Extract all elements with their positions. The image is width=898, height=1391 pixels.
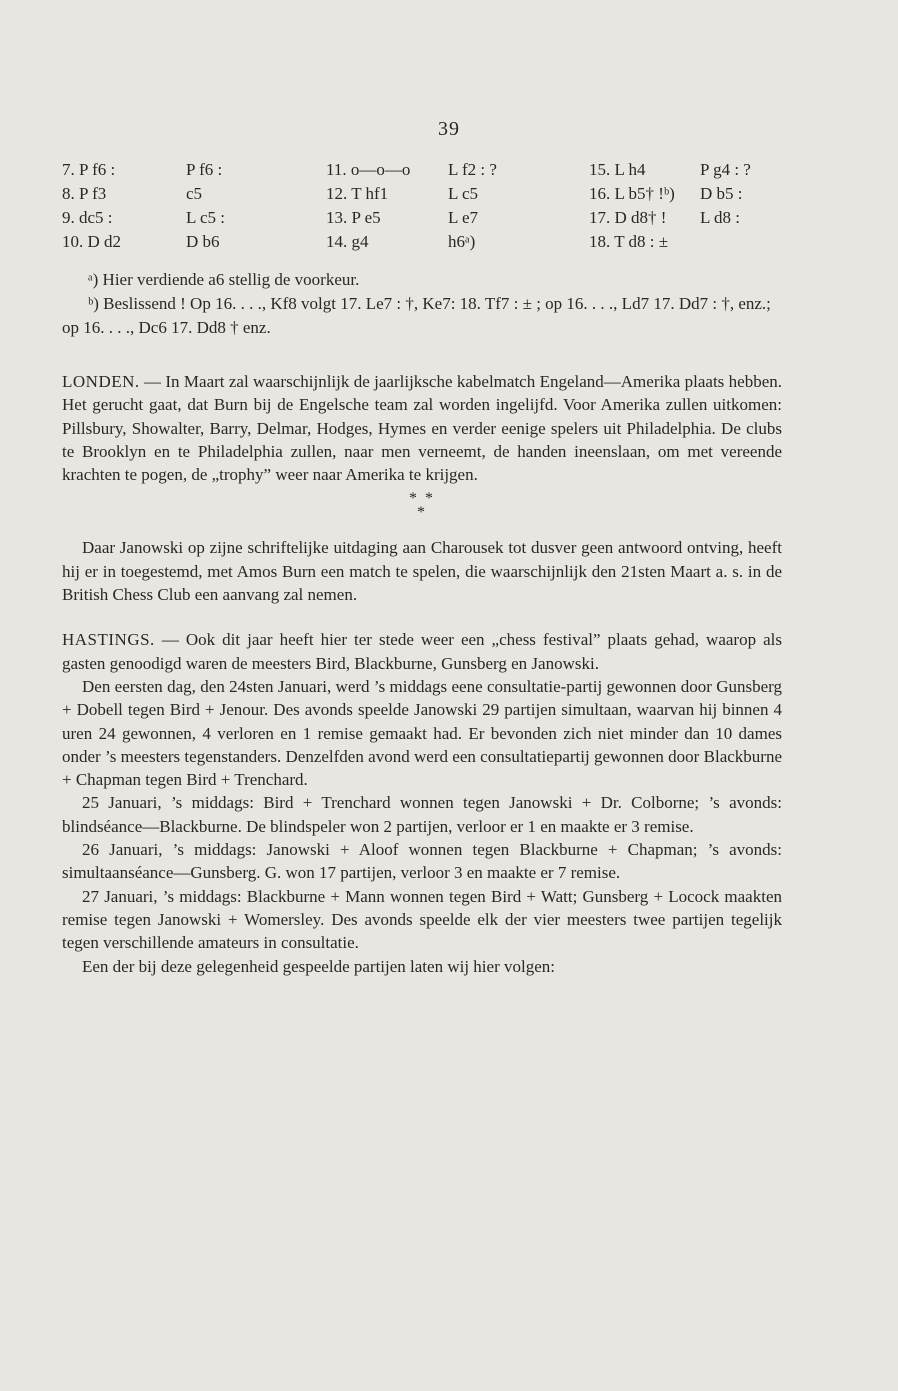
- move-cell: L f2 : ?: [448, 160, 497, 179]
- footnote-b: ᵇ) Beslissend ! Op 16. . . ., Kf8 volgt 17. Le7 : †, Ke7: 18. Tf7 : ± ; op 16. . . ., Ld7 17. Dd7 : †, enz.; op 16. . . ., Dc6 17. Dd8 † enz.: [62, 294, 771, 337]
- move-row: [62, 184, 822, 208]
- move-cell: 13. P e5: [326, 208, 381, 227]
- move-cell: h6ᵃ): [448, 232, 476, 251]
- asterism-divider: * * *: [409, 490, 435, 522]
- page-number: 39: [438, 118, 460, 140]
- move-cell: D b5 :: [700, 184, 743, 203]
- move-cell: 8. P f3: [62, 184, 107, 203]
- move-row: [62, 232, 822, 256]
- move-cell: 18. T d8 : ±: [589, 232, 669, 251]
- section-gap: [62, 606, 782, 628]
- londen-text: — In Maart zal waarschijnlijk de jaarlijksche kabelmatch Engeland—Amerika plaats hebben. Het gerucht gaat, dat Burn bij de Engelsche team zal worden ingelijfd. Voor Amerika zullen uitkomen: Pillsbury, Showalter, Barry, Delmar, Hodges, Hymes en verder eenige spelers uit Philadelphia. De clubs te Brooklyn en te Philadelphia zullen, naar men verneemt, de handen ineenslaan, om met vereende krachten te pogen, de „trophy” weer naar Amerika te krijgen.: [62, 372, 782, 485]
- move-cell: P f6 :: [186, 160, 223, 179]
- move-cell: 14. g4: [326, 232, 369, 251]
- footnote-a: ᵃ) Hier verdiende a6 stellig de voorkeur.: [88, 270, 360, 289]
- move-cell: L d8 :: [700, 208, 740, 227]
- move-row: [62, 160, 822, 184]
- paragraph-day-24: Den eersten dag, den 24sten Januari, werd ’s middags eene consultatie-partij gewonnen door Gunsberg + Dobell tegen Bird + Jenour. Des avonds speelde Janowski 29 partijen simultaan, waarvan hij binnen 4 uren 24 gewonnen, 4 verloren en 1 remise gemaakt had. Er bevonden zich niet minder dan 10 dames onder ’s meesters tegenstanders. Denzelfden avond werd een consultatiepartij gewonnen door Blackburne + Chapman tegen Bird + Trenchard.: [62, 676, 782, 790]
- move-cell: 10. D d2: [62, 232, 122, 251]
- paragraph-day-26: 26 Januari, ’s middags: Janowski + Aloof wonnen tegen Blackburne + Chapman; ’s avonds: simultaanséance—Gunsberg. G. won 17 partijen, verloor 3 en maakte er 7 remise.: [62, 840, 782, 883]
- move-cell: L c5: [448, 184, 479, 203]
- move-cell: 7. P f6 :: [62, 160, 116, 179]
- paragraph-day-25: 25 Januari, ’s middags: Bird + Trenchard wonnen tegen Janowski + Dr. Colborne; ’s avonds: blindséance—Blackburne. De blindspeler won 2 partijen, verloor er 1 en maakte er 3 remise.: [62, 793, 782, 836]
- move-cell: 15. L h4: [589, 160, 646, 179]
- move-cell: c5: [186, 184, 203, 203]
- move-cell: D b6: [186, 232, 220, 251]
- game-notes: [62, 268, 782, 340]
- chess-moves-table: [62, 160, 822, 256]
- paragraph-day-27: 27 Januari, ’s middags: Blackburne + Mann wonnen tegen Bird + Watt; Gunsberg + Locock maakten remise tegen Janowski + Womersley. Des avonds speelde elk der vier meesters twee partijen tegelijk tegen verschillende amateurs in consultatie.: [62, 886, 782, 953]
- section-heading-londen: LONDEN.: [62, 372, 140, 391]
- move-row: [62, 208, 822, 232]
- section-heading-hastings: HASTINGS.: [62, 630, 155, 650]
- hastings-paragraph: [62, 628, 782, 675]
- move-cell: 11. o—o—o: [326, 160, 411, 179]
- move-cell: 16. L b5† !ᵇ): [589, 184, 675, 203]
- paragraph-closing: Een der bij deze gelegenheid gespeelde partijen laten wij hier volgen:: [82, 956, 555, 976]
- janowski-paragraph: Daar Janowski op zijne schriftelijke uitdaging aan Charousek tot dusver geen antwoord ontving, heeft hij er in toegestemd, met Amos Burn een match te spelen, die waarschijnlijk den 21sten Maart a. s. in de British Chess Club een aanvang zal nemen.: [62, 538, 782, 605]
- move-cell: 12. T hf1: [326, 184, 389, 203]
- move-cell: 9. dc5 :: [62, 208, 113, 227]
- hastings-text: — Ook dit jaar heeft hier ter stede weer een „chess festival” plaats gehad, waarop als gasten genoodigd waren de meesters Bird, Blackburne, Gunsberg en Janowski.: [62, 630, 782, 673]
- move-cell: 17. D d8† !: [589, 208, 667, 227]
- move-cell: P g4 : ?: [700, 160, 751, 179]
- move-cell: L e7: [448, 208, 479, 227]
- article-body: [62, 370, 782, 978]
- londen-paragraph: [62, 370, 782, 486]
- move-cell: L c5 :: [186, 208, 226, 227]
